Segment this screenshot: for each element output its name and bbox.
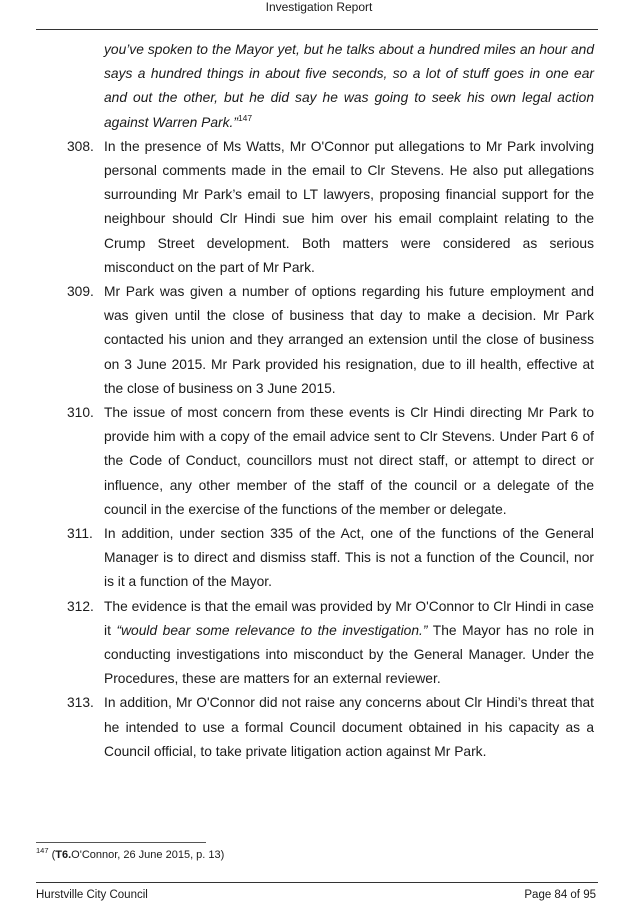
paragraph-number: 311. [67,526,93,542]
paragraph-text-after: The Mayor has no role in conducting investigations into misconduct by the General Manager. Under the Procedures, these are matters for an external reviewer. [104,622,594,687]
footer-divider [36,882,598,883]
paragraph-310 [67,401,594,522]
paragraph-308 [67,135,594,280]
header-divider [36,29,598,30]
paragraph-text: The issue of most concern from these events is Clr Hindi directing Mr Park to provide him with a copy of the email advice sent to Clr Stevens. Under Part 6 of the Code of Conduct, councillors must not direct staff, or attempt to direct or influence, any other member of the staff of the council or a delegate of the council in the exercise of the functions of the member or delegate. [104,405,594,517]
footnote-number: 147 [36,846,49,855]
paragraph-number: 313. [67,695,94,711]
paragraph-text: Mr Park was given a number of options regarding his future employment and was given until the close of business that day to make a decision. Mr Park contacted his union and they arranged an extension until the close of business on 3 June 2015. Mr Park provided his resignation, due to ill health, effective at the close of business on 3 June 2015. [104,284,594,396]
quoted-evidence: “would bear some relevance to the investigation.” [116,622,428,638]
footnote-147 [36,846,225,862]
paragraph-312 [67,595,594,692]
footer-page-number: Page 84 of 95 [524,889,596,901]
footer-organisation: Hurstville City Council [36,889,148,901]
paragraph-text-before: The evidence is that the email was provided by Mr O'Connor to Clr Hindi in case it [104,598,594,638]
footnote-reference[interactable]: 147 [237,112,253,123]
paragraph-text: In addition, under section 335 of the Act, one of the functions of the General Manager is to direct and dismiss staff. This is not a function of the Council, nor is it a function of the Mayor. [104,526,594,590]
quote-continuation-text: you’ve spoken to the Mayor yet, but he talks about a hundred miles an hour and says a hundred things in about five seconds, so a lot of stuff goes in one ear and out the other, but he did say he was going to seek his own legal action against Warren Park.” [104,42,594,130]
paragraph-text: In addition, Mr O'Connor did not raise any concerns about Clr Hindi’s threat that he intended to use a formal Council document obtained in his capacity as a Council official, to take private litigation action against Mr Park. [104,695,594,759]
paragraph-text: In the presence of Ms Watts, Mr O'Connor put allegations to Mr Park involving personal comments made in the email to Clr Stevens. He also put allegations surrounding Mr Park’s email to LT lawyers, proposing financial support for the neighbour should Clr Hindi sue him over his email complaint relating to the Crump Street development. Both matters were considered as serious misconduct on the part of Mr Park. [104,138,594,275]
paragraph-313 [67,691,594,764]
page-header: Investigation Report [265,0,373,14]
footnote-open-paren: ( [51,849,56,861]
footnote-text: O'Connor, 26 June 2015, p. 13) [71,849,225,861]
footnote-divider [36,842,206,843]
quote-continuation [104,38,594,135]
paragraph-number: 308. [67,138,94,154]
paragraph-309 [67,280,594,401]
paragraph-number: 310. [67,405,94,421]
footnote-transcript-ref: T6. [55,849,72,861]
paragraph-number: 312. [67,598,94,614]
paragraph-311 [67,522,594,595]
report-body [67,38,594,764]
paragraph-number: 309. [67,284,94,300]
